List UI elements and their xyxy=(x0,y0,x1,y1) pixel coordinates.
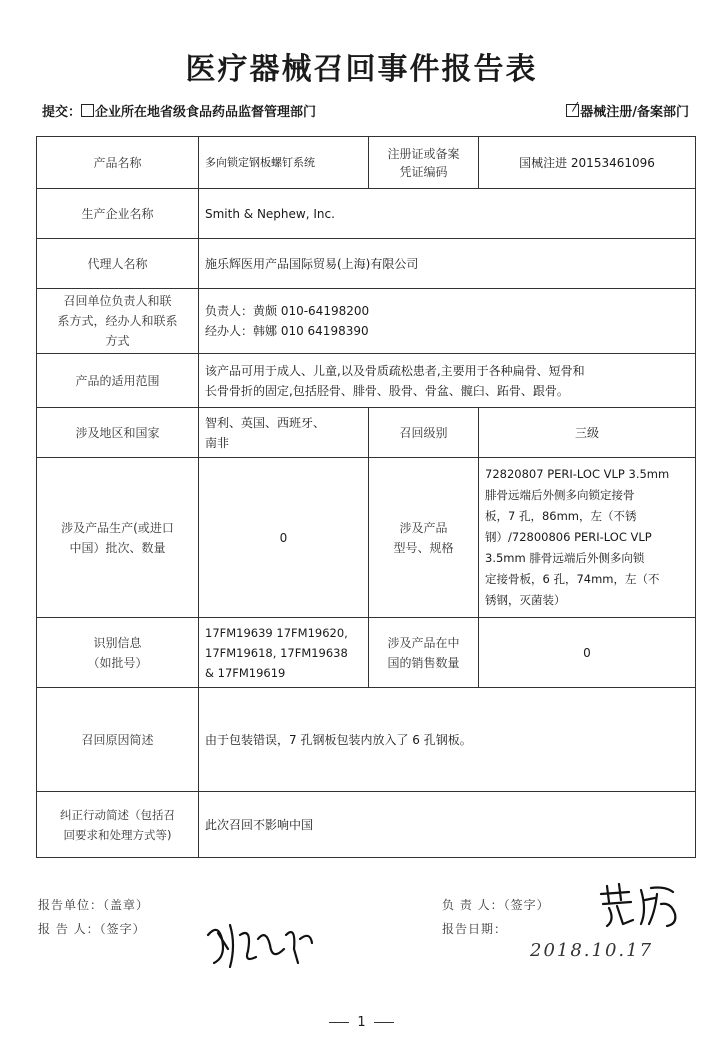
action-value: 此次召回不影响中国 xyxy=(199,792,696,858)
page-number: 1 xyxy=(0,1015,723,1030)
model-label: 涉及产品 型号、规格 xyxy=(369,458,479,618)
reason-value: 由于包装错误，7 孔钢板包装内放入了 6 孔钢板。 xyxy=(199,688,696,792)
table-row xyxy=(37,458,696,618)
region-label: 涉及地区和国家 xyxy=(37,408,199,458)
agent-label: 代理人名称 xyxy=(37,239,199,289)
action-label: 纠正行动简述（包括召 回要求和处理方式等) xyxy=(37,792,199,858)
submit-prefix: 提交： xyxy=(42,105,82,120)
product-name-label: 产品名称 xyxy=(37,137,199,189)
batch-label: 涉及产品生产(或进口 中国）批次、数量 xyxy=(37,458,199,618)
submit-right-option: 器械注册/备案部门 xyxy=(580,105,689,120)
report-unit-label: 报告单位：（盖章） xyxy=(38,898,150,912)
recall-report-table xyxy=(36,136,696,858)
manufacturer-label: 生产企业名称 xyxy=(37,189,199,239)
lot-label: 识别信息 （如批号） xyxy=(37,618,199,688)
table-row xyxy=(37,189,696,239)
level-value: 三级 xyxy=(479,408,696,458)
scope-label: 产品的适用范围 xyxy=(37,354,199,408)
responsible-label: 负 责 人：（签字） xyxy=(442,898,550,912)
reporter-signature xyxy=(200,905,320,975)
contact-value xyxy=(199,289,696,354)
table-row xyxy=(37,239,696,289)
table-row xyxy=(37,688,696,792)
reporter-label: 报 告 人：（签字） xyxy=(38,922,146,936)
report-date-value: 2018.10.17 xyxy=(530,940,654,961)
table-row xyxy=(37,792,696,858)
table-row xyxy=(37,137,696,189)
contact-handler: 经办人：韩娜 010 64198390 xyxy=(205,324,369,338)
batch-value: 0 xyxy=(199,458,369,618)
china-sales-label: 涉及产品在中 国的销售数量 xyxy=(369,618,479,688)
page-title: 医疗器械召回事件报告表 xyxy=(185,52,538,87)
region-value: 智利、英国、西班牙、 南非 xyxy=(199,408,369,458)
agent-value: 施乐辉医用产品国际贸易(上海)有限公司 xyxy=(199,239,696,289)
checkbox-province-authority[interactable] xyxy=(81,104,94,117)
reg-no-value: 国械注进 20153461096 xyxy=(479,137,696,189)
contact-person: 负责人：黄颇 010-64198200 xyxy=(205,304,370,318)
contact-label: 召回单位负责人和联 系方式，经办人和联系 方式 xyxy=(37,289,199,354)
submit-left-option: 企业所在地省级食品药品监督管理部门 xyxy=(95,105,317,120)
reg-no-label: 注册证或备案 凭证编码 xyxy=(369,137,479,189)
submit-left xyxy=(42,101,316,120)
product-name-value: 多向锁定钢板螺钉系统 xyxy=(199,137,369,189)
table-row xyxy=(37,289,696,354)
submit-right xyxy=(566,101,689,120)
table-row xyxy=(37,354,696,408)
china-sales-value: 0 xyxy=(479,618,696,688)
reason-label: 召回原因简述 xyxy=(37,688,199,792)
responsible-signature xyxy=(595,880,685,930)
model-value: 72820807 PERI-LOC VLP 3.5mm 腓骨远端后外侧多向锁定接骨 板，7 孔，86mm，左（不锈 钢）/72800806 PERI-LOC VLP 3.5mm 腓骨远端后外侧多向锁 定接骨板，6 孔，74mm，左（不 锈钢，灭菌装） xyxy=(479,458,696,618)
scope-value: 该产品可用于成人、儿童,以及骨质疏松患者,主要用于各种扁骨、短骨和 长骨骨折的固定,包括胫骨、腓骨、股骨、骨盆、髋臼、跖骨、跟骨。 xyxy=(199,354,696,408)
manufacturer-value: Smith & Nephew, Inc. xyxy=(199,189,696,239)
level-label: 召回级别 xyxy=(369,408,479,458)
table-row xyxy=(37,408,696,458)
lot-value: 17FM19639 17FM19620, 17FM19618, 17FM19638 & 17FM19619 xyxy=(199,618,369,688)
checkbox-registration-dept[interactable] xyxy=(566,104,579,117)
report-date-label: 报告日期： xyxy=(442,922,508,936)
table-row xyxy=(37,618,696,688)
